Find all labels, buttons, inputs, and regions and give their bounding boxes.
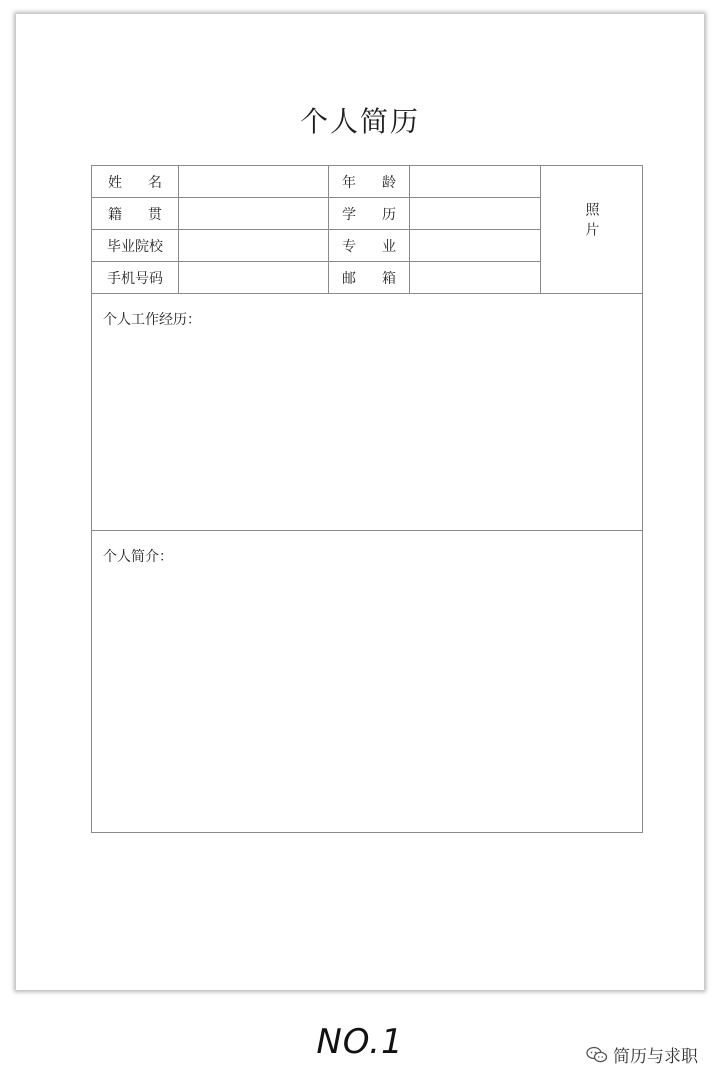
page-title: 个人简历 <box>299 105 420 138</box>
phone-field[interactable] <box>179 262 329 294</box>
resume-table <box>91 165 643 833</box>
education-label: 学 历 <box>342 206 396 223</box>
education-label-cell <box>329 198 410 230</box>
photo-label: 照片 <box>583 201 600 242</box>
phone-label: 手机号码 <box>107 270 163 287</box>
watermark <box>586 1042 698 1067</box>
native-place-label: 籍 贯 <box>108 206 162 223</box>
photo-box[interactable] <box>541 166 643 294</box>
table-row <box>92 294 643 531</box>
age-label-cell <box>329 166 410 198</box>
school-field[interactable] <box>179 230 329 262</box>
resume-page <box>16 14 704 990</box>
native-place-field[interactable] <box>179 198 329 230</box>
chat-bubbles-icon <box>586 1046 608 1064</box>
major-field[interactable] <box>410 230 541 262</box>
page-number: NO.1 <box>316 1022 404 1062</box>
age-label: 年 龄 <box>342 174 396 191</box>
email-label-cell <box>329 262 410 294</box>
school-label-cell <box>92 230 179 262</box>
age-field[interactable] <box>410 166 541 198</box>
major-label: 专 业 <box>342 238 396 255</box>
name-label-cell <box>92 166 179 198</box>
table-row <box>92 531 643 833</box>
watermark-text: 简历与求职 <box>613 1047 698 1067</box>
native-label-cell <box>92 198 179 230</box>
email-label: 邮 箱 <box>342 270 396 287</box>
profile-section[interactable] <box>92 531 643 833</box>
table-row <box>92 166 643 198</box>
phone-label-cell <box>92 262 179 294</box>
email-field[interactable] <box>410 262 541 294</box>
major-label-cell <box>329 230 410 262</box>
education-field[interactable] <box>410 198 541 230</box>
work-experience-section[interactable] <box>92 294 643 531</box>
profile-label: 个人简介： <box>103 549 173 565</box>
work-experience-label: 个人工作经历： <box>103 312 201 328</box>
name-field[interactable] <box>179 166 329 198</box>
name-label: 姓 名 <box>108 174 162 191</box>
school-label: 毕业院校 <box>107 238 163 255</box>
